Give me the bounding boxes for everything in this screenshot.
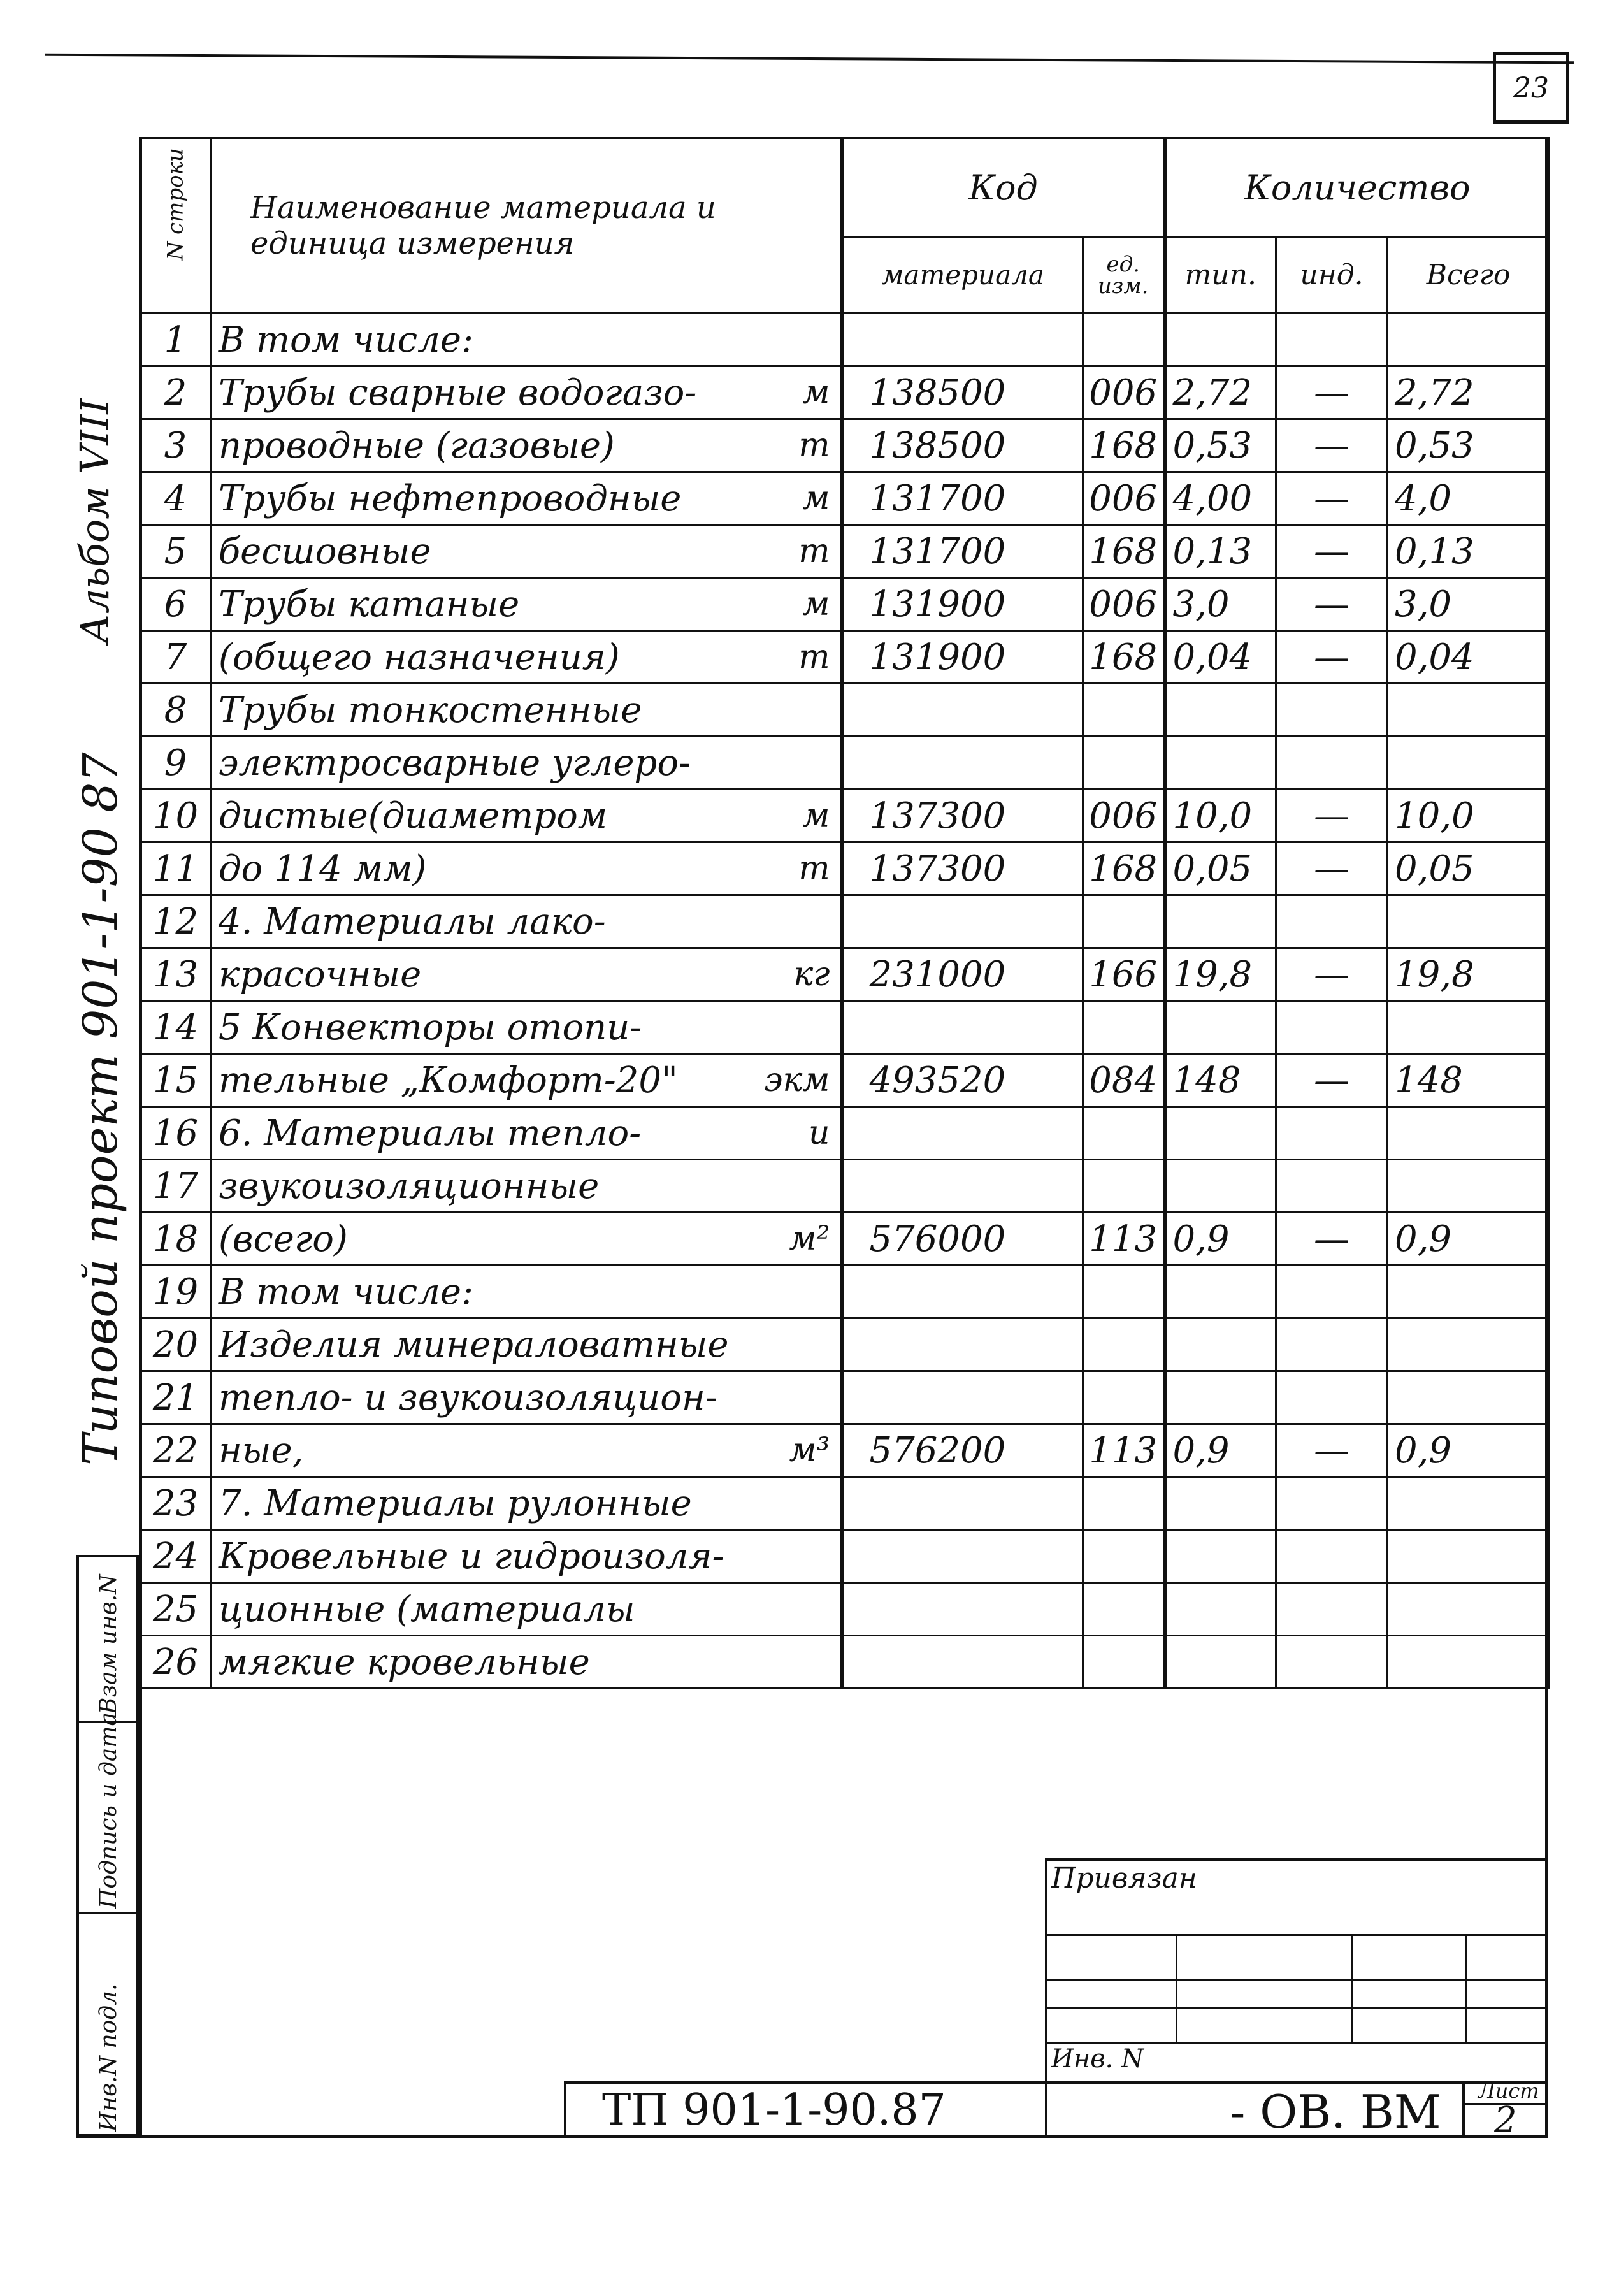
row-name xyxy=(212,419,842,472)
row-qty-total xyxy=(1388,684,1550,737)
row-unit-code xyxy=(1083,1636,1165,1689)
row-name xyxy=(212,1107,842,1160)
row-unit-code xyxy=(1083,684,1165,737)
stamp-label-inv: Инв.N подл. xyxy=(96,1983,122,2132)
row-qty-ind xyxy=(1276,1318,1388,1371)
row-unit-code xyxy=(1083,1160,1165,1213)
row-number: 15 xyxy=(140,1054,212,1107)
table-row xyxy=(140,1477,1550,1530)
row-qty-total: 0,53 xyxy=(1388,419,1550,472)
row-name xyxy=(212,366,842,419)
row-unit-code: 168 xyxy=(1083,631,1165,684)
row-name-text: до 114 мм) xyxy=(219,848,427,890)
row-name-text: проводные (газовые) xyxy=(219,424,615,466)
row-qty-typ xyxy=(1165,1583,1276,1636)
row-code xyxy=(842,737,1083,790)
title-line xyxy=(1045,1934,1548,1936)
row-number: 9 xyxy=(140,737,212,790)
row-qty-typ xyxy=(1165,1530,1276,1583)
row-name xyxy=(212,631,842,684)
row-unit: экм xyxy=(764,1061,830,1099)
sheet-number: 2 xyxy=(1494,2100,1517,2141)
row-qty-total xyxy=(1388,1583,1550,1636)
row-name-text: (всего) xyxy=(219,1218,348,1260)
row-qty-total: 0,9 xyxy=(1388,1424,1550,1477)
row-qty-typ xyxy=(1165,1160,1276,1213)
row-code: 138500 xyxy=(842,366,1083,419)
row-unit-code xyxy=(1083,1107,1165,1160)
table-row xyxy=(140,1636,1550,1689)
row-name xyxy=(212,472,842,525)
row-number: 25 xyxy=(140,1583,212,1636)
header-qty-total: Всего xyxy=(1388,237,1550,314)
row-code xyxy=(842,1477,1083,1530)
row-number: 17 xyxy=(140,1160,212,1213)
row-qty-typ xyxy=(1165,1636,1276,1689)
row-qty-ind: — xyxy=(1276,1213,1388,1266)
row-unit-code: 168 xyxy=(1083,842,1165,895)
row-unit-code: 006 xyxy=(1083,790,1165,842)
table-row xyxy=(140,314,1550,366)
row-qty-total xyxy=(1388,1107,1550,1160)
row-qty-ind: — xyxy=(1276,790,1388,842)
row-unit-code: 113 xyxy=(1083,1424,1165,1477)
table-row xyxy=(140,1266,1550,1318)
row-qty-total xyxy=(1388,1477,1550,1530)
sheet-label: Лист xyxy=(1478,2079,1539,2103)
row-name-text: 6. Материалы тепло- xyxy=(219,1112,642,1154)
row-name xyxy=(212,525,842,578)
row-qty-ind xyxy=(1276,314,1388,366)
row-unit: т xyxy=(798,849,830,888)
row-code: 576200 xyxy=(842,1424,1083,1477)
row-name-text: ные, xyxy=(219,1429,304,1471)
row-name-text: электросварные углеро- xyxy=(219,742,691,784)
row-name-text: В том числе: xyxy=(219,319,473,361)
inv-label: Инв. N xyxy=(1051,2044,1144,2074)
row-qty-total xyxy=(1388,1636,1550,1689)
table-row xyxy=(140,366,1550,419)
title-line xyxy=(1465,1934,1467,2042)
row-qty-total: 2,72 xyxy=(1388,366,1550,419)
row-qty-ind xyxy=(1276,737,1388,790)
row-number: 12 xyxy=(140,895,212,948)
row-name-text: бесшовные xyxy=(219,530,431,572)
row-code xyxy=(842,1318,1083,1371)
row-code: 131700 xyxy=(842,525,1083,578)
row-qty-total xyxy=(1388,1160,1550,1213)
row-unit-code xyxy=(1083,1477,1165,1530)
row-name xyxy=(212,1636,842,1689)
row-qty-ind xyxy=(1276,1001,1388,1054)
row-name-text: Трубы тонкостенные xyxy=(219,689,642,731)
row-code xyxy=(842,1160,1083,1213)
row-code xyxy=(842,1530,1083,1583)
table-row xyxy=(140,1107,1550,1160)
header-name: Наименование материала и единица измерения xyxy=(212,138,842,314)
header-code-unit: ед. изм. xyxy=(1083,237,1165,314)
row-name xyxy=(212,842,842,895)
row-qty-typ: 0,05 xyxy=(1165,842,1276,895)
row-code: 131900 xyxy=(842,578,1083,631)
row-unit-code xyxy=(1083,1583,1165,1636)
row-name xyxy=(212,948,842,1001)
row-qty-total xyxy=(1388,895,1550,948)
row-name xyxy=(212,1213,842,1266)
row-name-text: красочные xyxy=(219,953,422,995)
row-code: 137300 xyxy=(842,790,1083,842)
row-qty-total: 0,05 xyxy=(1388,842,1550,895)
row-number: 14 xyxy=(140,1001,212,1054)
row-qty-ind xyxy=(1276,1107,1388,1160)
row-qty-typ: 0,53 xyxy=(1165,419,1276,472)
row-code: 231000 xyxy=(842,948,1083,1001)
row-code: 131700 xyxy=(842,472,1083,525)
row-number: 10 xyxy=(140,790,212,842)
row-unit-code: 084 xyxy=(1083,1054,1165,1107)
header-row-no: N строки xyxy=(140,138,212,314)
row-qty-total: 19,8 xyxy=(1388,948,1550,1001)
row-number: 18 xyxy=(140,1213,212,1266)
row-name-text: ционные (материалы xyxy=(219,1588,635,1630)
table-row xyxy=(140,842,1550,895)
row-name-text: тельные „Комфорт-20" xyxy=(219,1059,678,1101)
header-quantity: Количество xyxy=(1165,138,1550,237)
row-number: 3 xyxy=(140,419,212,472)
row-qty-ind: — xyxy=(1276,948,1388,1001)
title-line xyxy=(1351,1934,1353,2042)
row-number: 11 xyxy=(140,842,212,895)
row-unit-code: 113 xyxy=(1083,1213,1165,1266)
row-unit-code xyxy=(1083,1530,1165,1583)
row-name-text: Трубы нефтепроводные xyxy=(219,477,682,519)
row-unit: кг xyxy=(793,955,830,993)
title-line xyxy=(1045,1979,1548,1981)
stamp-label-replace: Взам инв.N xyxy=(96,1574,122,1714)
row-qty-ind xyxy=(1276,1266,1388,1318)
row-name-text: Изделия минераловатные xyxy=(219,1324,729,1366)
row-unit-code xyxy=(1083,1318,1165,1371)
row-unit: м xyxy=(802,373,830,412)
table-row xyxy=(140,525,1550,578)
side-project-label: Типовой проект 901-1-90 87 xyxy=(73,752,128,1466)
row-qty-total xyxy=(1388,1371,1550,1424)
row-qty-ind: — xyxy=(1276,366,1388,419)
title-line xyxy=(1176,1934,1177,2042)
row-qty-typ: 0,13 xyxy=(1165,525,1276,578)
row-qty-typ: 0,9 xyxy=(1165,1213,1276,1266)
row-qty-total xyxy=(1388,1266,1550,1318)
row-qty-ind: — xyxy=(1276,525,1388,578)
table-row xyxy=(140,1424,1550,1477)
row-qty-typ xyxy=(1165,314,1276,366)
row-code xyxy=(842,1636,1083,1689)
row-qty-ind: — xyxy=(1276,472,1388,525)
row-unit-code: 168 xyxy=(1083,419,1165,472)
row-unit: м xyxy=(802,797,830,835)
row-qty-ind: — xyxy=(1276,1424,1388,1477)
spec-table-body xyxy=(140,314,1550,1689)
row-qty-typ xyxy=(1165,684,1276,737)
row-qty-typ xyxy=(1165,1318,1276,1371)
row-qty-typ xyxy=(1165,1107,1276,1160)
row-unit-code xyxy=(1083,1266,1165,1318)
row-qty-typ: 19,8 xyxy=(1165,948,1276,1001)
row-number: 24 xyxy=(140,1530,212,1583)
row-name xyxy=(212,790,842,842)
row-qty-total: 4,0 xyxy=(1388,472,1550,525)
row-qty-ind xyxy=(1276,1530,1388,1583)
row-code: 138500 xyxy=(842,419,1083,472)
row-name xyxy=(212,1054,842,1107)
row-number: 13 xyxy=(140,948,212,1001)
table-row xyxy=(140,1213,1550,1266)
stamp-divider xyxy=(76,1912,139,1914)
row-unit: т xyxy=(798,638,830,676)
table-row xyxy=(140,895,1550,948)
table-row xyxy=(140,1054,1550,1107)
doc-mark: - ОВ. ВМ xyxy=(1230,2085,1441,2139)
row-qty-ind xyxy=(1276,1160,1388,1213)
row-number: 7 xyxy=(140,631,212,684)
row-unit-code xyxy=(1083,314,1165,366)
table-row xyxy=(140,578,1550,631)
bound-label: Привязан xyxy=(1051,1862,1197,1895)
row-number: 4 xyxy=(140,472,212,525)
row-qty-typ: 4,00 xyxy=(1165,472,1276,525)
table-row xyxy=(140,790,1550,842)
row-name-text: В том числе: xyxy=(219,1271,473,1313)
row-name xyxy=(212,1583,842,1636)
row-qty-total: 10,0 xyxy=(1388,790,1550,842)
row-qty-total: 0,13 xyxy=(1388,525,1550,578)
row-number: 1 xyxy=(140,314,212,366)
row-unit-code: 006 xyxy=(1083,366,1165,419)
row-unit: м² xyxy=(789,1220,830,1258)
row-name-text: (общего назначения) xyxy=(219,636,620,678)
row-qty-ind xyxy=(1276,1371,1388,1424)
page-number: 23 xyxy=(1493,52,1569,124)
row-code xyxy=(842,684,1083,737)
row-name xyxy=(212,314,842,366)
row-unit-code xyxy=(1083,895,1165,948)
row-unit-code: 166 xyxy=(1083,948,1165,1001)
row-name-text: 4. Материалы лако- xyxy=(219,900,606,942)
row-qty-ind: — xyxy=(1276,842,1388,895)
row-unit-code xyxy=(1083,1001,1165,1054)
row-qty-total xyxy=(1388,1001,1550,1054)
row-name-text: 5 Конвекторы отопи- xyxy=(219,1006,642,1048)
row-name xyxy=(212,895,842,948)
row-code: 576000 xyxy=(842,1213,1083,1266)
row-code xyxy=(842,1583,1083,1636)
row-qty-typ xyxy=(1165,895,1276,948)
row-code xyxy=(842,314,1083,366)
row-qty-typ: 0,04 xyxy=(1165,631,1276,684)
table-row xyxy=(140,1318,1550,1371)
table-row xyxy=(140,1530,1550,1583)
row-unit-code: 168 xyxy=(1083,525,1165,578)
row-unit: м³ xyxy=(789,1431,830,1469)
row-name xyxy=(212,1266,842,1318)
row-qty-typ xyxy=(1165,1477,1276,1530)
row-qty-typ: 10,0 xyxy=(1165,790,1276,842)
row-unit: м xyxy=(802,585,830,623)
row-name xyxy=(212,1160,842,1213)
row-qty-typ: 0,9 xyxy=(1165,1424,1276,1477)
row-qty-total: 3,0 xyxy=(1388,578,1550,631)
row-number: 16 xyxy=(140,1107,212,1160)
row-number: 19 xyxy=(140,1266,212,1318)
row-number: 2 xyxy=(140,366,212,419)
row-number: 5 xyxy=(140,525,212,578)
row-qty-ind xyxy=(1276,1477,1388,1530)
header-qty-ind: инд. xyxy=(1276,237,1388,314)
row-qty-total: 0,9 xyxy=(1388,1213,1550,1266)
row-qty-ind: — xyxy=(1276,578,1388,631)
row-code xyxy=(842,895,1083,948)
row-code: 493520 xyxy=(842,1054,1083,1107)
row-name xyxy=(212,1001,842,1054)
header-qty-typ: тип. xyxy=(1165,237,1276,314)
row-qty-ind: — xyxy=(1276,419,1388,472)
table-row xyxy=(140,419,1550,472)
row-name-text: 7. Материалы рулонные xyxy=(219,1482,692,1524)
row-qty-typ xyxy=(1165,1266,1276,1318)
table-row xyxy=(140,1001,1550,1054)
row-unit-code: 006 xyxy=(1083,578,1165,631)
row-qty-ind xyxy=(1276,895,1388,948)
row-code xyxy=(842,1371,1083,1424)
row-qty-ind: — xyxy=(1276,631,1388,684)
row-name xyxy=(212,1318,842,1371)
side-album-label: Альбом VIII xyxy=(71,398,118,644)
row-name-text: мягкие кровельные xyxy=(219,1641,590,1683)
row-name xyxy=(212,578,842,631)
row-name xyxy=(212,1371,842,1424)
row-qty-ind xyxy=(1276,1636,1388,1689)
row-name-text: дистые(диаметром xyxy=(219,795,608,837)
header-code: Код xyxy=(842,138,1165,237)
row-qty-ind: — xyxy=(1276,1054,1388,1107)
spec-table xyxy=(139,137,1550,1689)
row-qty-total: 0,04 xyxy=(1388,631,1550,684)
row-qty-typ xyxy=(1165,1371,1276,1424)
table-row xyxy=(140,1583,1550,1636)
table-row xyxy=(140,737,1550,790)
row-unit-code xyxy=(1083,1371,1165,1424)
top-border-line xyxy=(45,54,1574,64)
row-number: 21 xyxy=(140,1371,212,1424)
row-qty-typ: 3,0 xyxy=(1165,578,1276,631)
row-unit: т xyxy=(798,532,830,570)
row-name xyxy=(212,684,842,737)
row-qty-typ xyxy=(1165,737,1276,790)
row-code: 131900 xyxy=(842,631,1083,684)
table-row xyxy=(140,1371,1550,1424)
row-name xyxy=(212,1530,842,1583)
row-name xyxy=(212,1477,842,1530)
row-name xyxy=(212,1424,842,1477)
row-qty-total xyxy=(1388,737,1550,790)
row-unit-code: 006 xyxy=(1083,472,1165,525)
row-name xyxy=(212,737,842,790)
row-unit: и xyxy=(809,1114,830,1152)
row-number: 23 xyxy=(140,1477,212,1530)
row-name-text: звукоизоляционные xyxy=(219,1165,600,1207)
row-number: 26 xyxy=(140,1636,212,1689)
table-row xyxy=(140,948,1550,1001)
row-qty-total: 148 xyxy=(1388,1054,1550,1107)
doc-code: ТП 901-1-90.87 xyxy=(602,2085,946,2135)
row-qty-ind xyxy=(1276,1583,1388,1636)
row-name-text: Кровельные и гидроизоля- xyxy=(219,1535,724,1577)
row-unit: м xyxy=(802,479,830,517)
title-line xyxy=(1045,2007,1548,2009)
row-number: 20 xyxy=(140,1318,212,1371)
row-unit-code xyxy=(1083,737,1165,790)
row-qty-typ: 2,72 xyxy=(1165,366,1276,419)
row-name-text: Трубы катаные xyxy=(219,583,520,625)
row-qty-typ xyxy=(1165,1001,1276,1054)
table-row xyxy=(140,472,1550,525)
row-qty-total xyxy=(1388,314,1550,366)
row-number: 6 xyxy=(140,578,212,631)
table-row xyxy=(140,631,1550,684)
row-number: 8 xyxy=(140,684,212,737)
row-unit: т xyxy=(798,426,830,465)
header-row-1 xyxy=(140,138,1550,237)
row-name-text: Трубы сварные водогазо- xyxy=(219,372,697,414)
row-name-text: тепло- и звукоизоляцион- xyxy=(219,1376,717,1419)
row-qty-total xyxy=(1388,1318,1550,1371)
row-qty-typ: 148 xyxy=(1165,1054,1276,1107)
row-code xyxy=(842,1107,1083,1160)
header-code-material: материала xyxy=(842,237,1083,314)
row-qty-total xyxy=(1388,1530,1550,1583)
row-code: 137300 xyxy=(842,842,1083,895)
table-row xyxy=(140,1160,1550,1213)
row-code xyxy=(842,1001,1083,1054)
table-row xyxy=(140,684,1550,737)
row-qty-ind xyxy=(1276,684,1388,737)
row-number: 22 xyxy=(140,1424,212,1477)
row-code xyxy=(842,1266,1083,1318)
stamp-label-signature: Подпись и дата xyxy=(96,1712,122,1909)
